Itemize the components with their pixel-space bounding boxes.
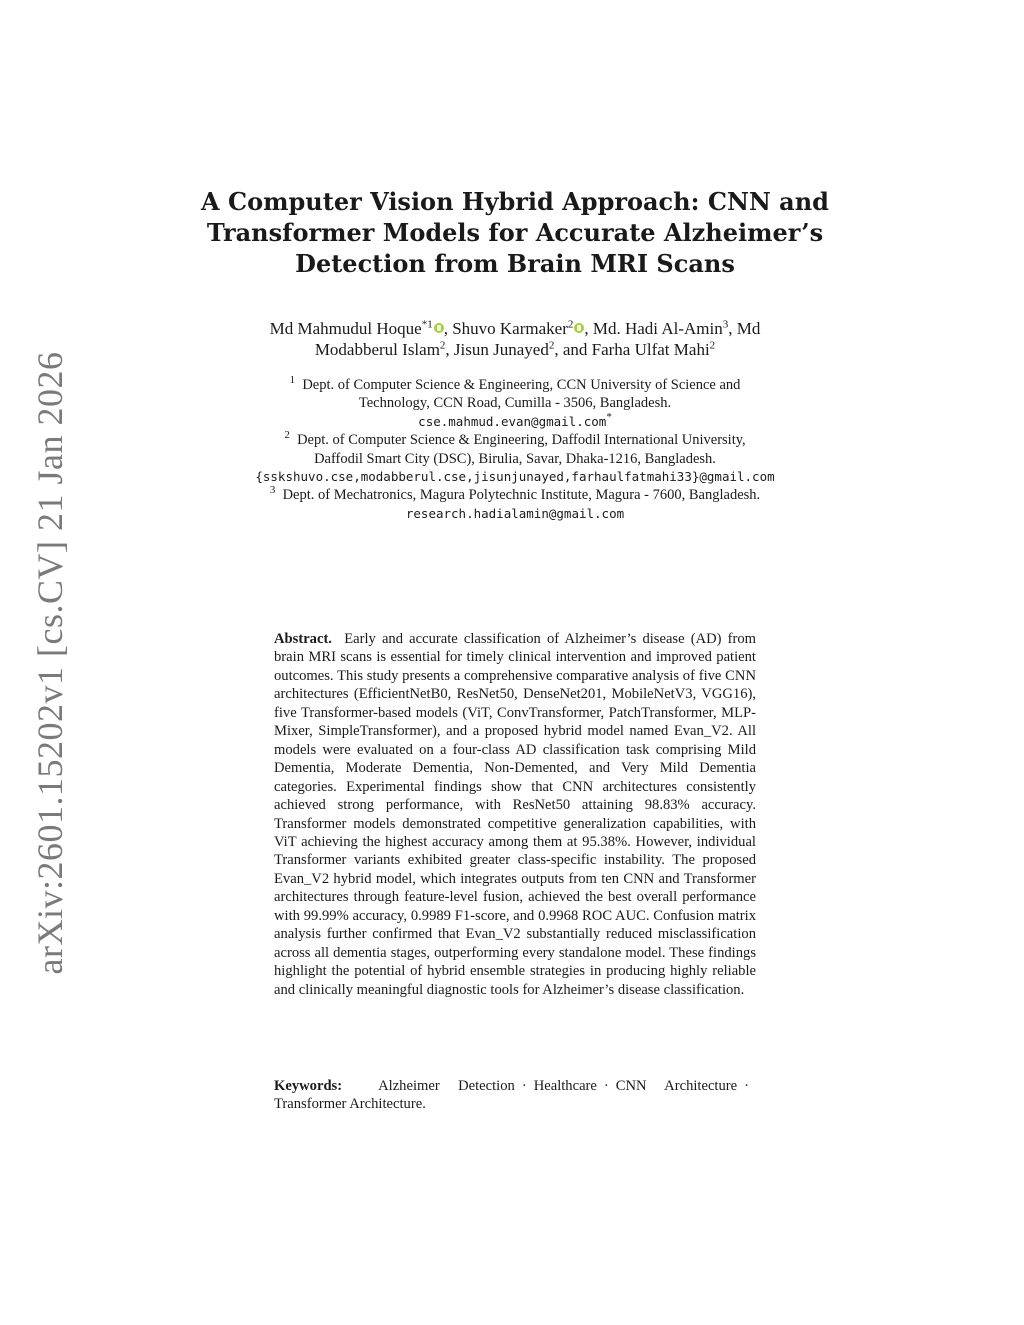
keyword: Healthcare: [533, 1078, 597, 1094]
title-line-3: Detection from Brain MRI Scans: [295, 249, 735, 278]
author-name: Modabberul Islam: [314, 340, 440, 359]
author-list: [200, 318, 830, 360]
abstract: [274, 630, 756, 999]
affiliations: [190, 376, 840, 523]
keyword: CNN Architecture: [615, 1078, 738, 1094]
author-line-1: Md Mahmudul Hoque$^{*1}$ , Shuvo Karmaker$^2$ , Md. Hadi Al-Amin$^3$, Md: [269, 318, 761, 338]
author-name: Shuvo Karmaker: [452, 319, 568, 338]
affiliation-2-line-1: $^2$ Dept. of Computer Science & Engineering, Daffodil International University,: [284, 429, 746, 449]
affiliation-1-email[interactable]: cse.mahmud.evan@gmail.com*: [418, 410, 612, 429]
author-name-prefix: Md: [736, 319, 761, 338]
title-line-1: A Computer Vision Hybrid Approach: CNN and: [201, 187, 829, 216]
orcid-icon[interactable]: [574, 323, 584, 333]
author-name: Md. Hadi Al-Amin: [592, 319, 723, 338]
affiliation-3-line-1: $^3$ Dept. of Mechatronics, Magura Polytechnic Institute, Magura - 7600, Bangladesh.: [269, 484, 761, 504]
orcid-icon[interactable]: [434, 323, 444, 333]
affiliation-3-email[interactable]: research.hadialamin@gmail.com: [405, 505, 625, 521]
author-name: Farha Ulfat Mahi: [591, 340, 710, 359]
keyword: Alzheimer Detection: [378, 1078, 515, 1094]
arxiv-sidebar-stamp: arXiv:2601.15202v1 [cs.CV] 21 Jan 2026: [30, 351, 70, 975]
paper-title: [200, 186, 830, 279]
affiliation-2-email[interactable]: {sskshuvo.cse,modabberul.cse,jisunjunayed,farhaulfatmahi33}@gmail.com: [255, 469, 775, 485]
affiliation-1-line-2: Technology, CCN Road, Cumilla - 3506, Bangladesh.: [358, 395, 672, 412]
author-name: Md Mahmudul Hoque: [269, 319, 422, 338]
affiliation-1-line-1: $^1$ Dept. of Computer Science & Engineering, CCN University of Science and: [289, 374, 741, 393]
author-name: Jisun Junayed: [453, 340, 549, 359]
abstract-label: Abstract.: [274, 631, 332, 647]
keywords-label: Keywords:: [274, 1078, 343, 1094]
title-line-2: Transformer Models for Accurate Alzheimer’s: [206, 218, 824, 247]
affiliation-2-line-2: Daffodil Smart City (DSC), Birulia, Savar, Dhaka-1216, Bangladesh.: [314, 450, 716, 467]
abstract-text: Early and accurate classification of Alzheimer’s disease (AD) from brain MRI scans is essential for timely clinical intervention and improved patient outcomes. This study presents a comprehensive comparative analysis of five CNN architectures (EfficientNetB0, ResNet50, DenseNet201, MobileNetV3, VGG16), five Transformer-based models (ViT, ConvTransformer, PatchTransformer, MLP-Mixer, SimpleTransformer), and a proposed hybrid model named Evan_V2. All models were evaluated on a four-class AD classification task comprising Mild Dementia, Moderate Dementia, Non-Demented, and Very Mild Dementia categories. Experimental findings show that CNN architectures consistently achieved strong performance, with ResNet50 attaining 98.83% accuracy. Transformer models demonstrated competitive generalization capabilities, with ViT achieving the highest accuracy among them at 95.38%. However, individual Transformer variants exhibited greater class-specific instability. The proposed Evan_V2 hybrid model, which integrates outputs from ten CNN and Transformer architectures through feature-level fusion, achieved the best overall performance with 99.99% accuracy, 0.9989 F1-score, and 0.9968 ROC AUC. Confusion matrix analysis further confirmed that Evan_V2 substantially reduced misclassification across all dementia stages, outperforming every standalone model. These findings highlight the potential of hybrid ensemble strategies in producing highly reliable and clinically meaningful diagnostic tools for Alzheimer’s disease classification.: [274, 631, 756, 998]
author-line-2: Modabberul Islam$^2$, Jisun Junayed$^2$, and Farha Ulfat Mahi$^2$: [314, 339, 716, 359]
keyword: Transformer Architecture.: [274, 1096, 426, 1113]
keywords: Keywords: Alzheimer Detection · Healthcare · CNN Architecture · Transformer Architecture.: [274, 1078, 749, 1113]
